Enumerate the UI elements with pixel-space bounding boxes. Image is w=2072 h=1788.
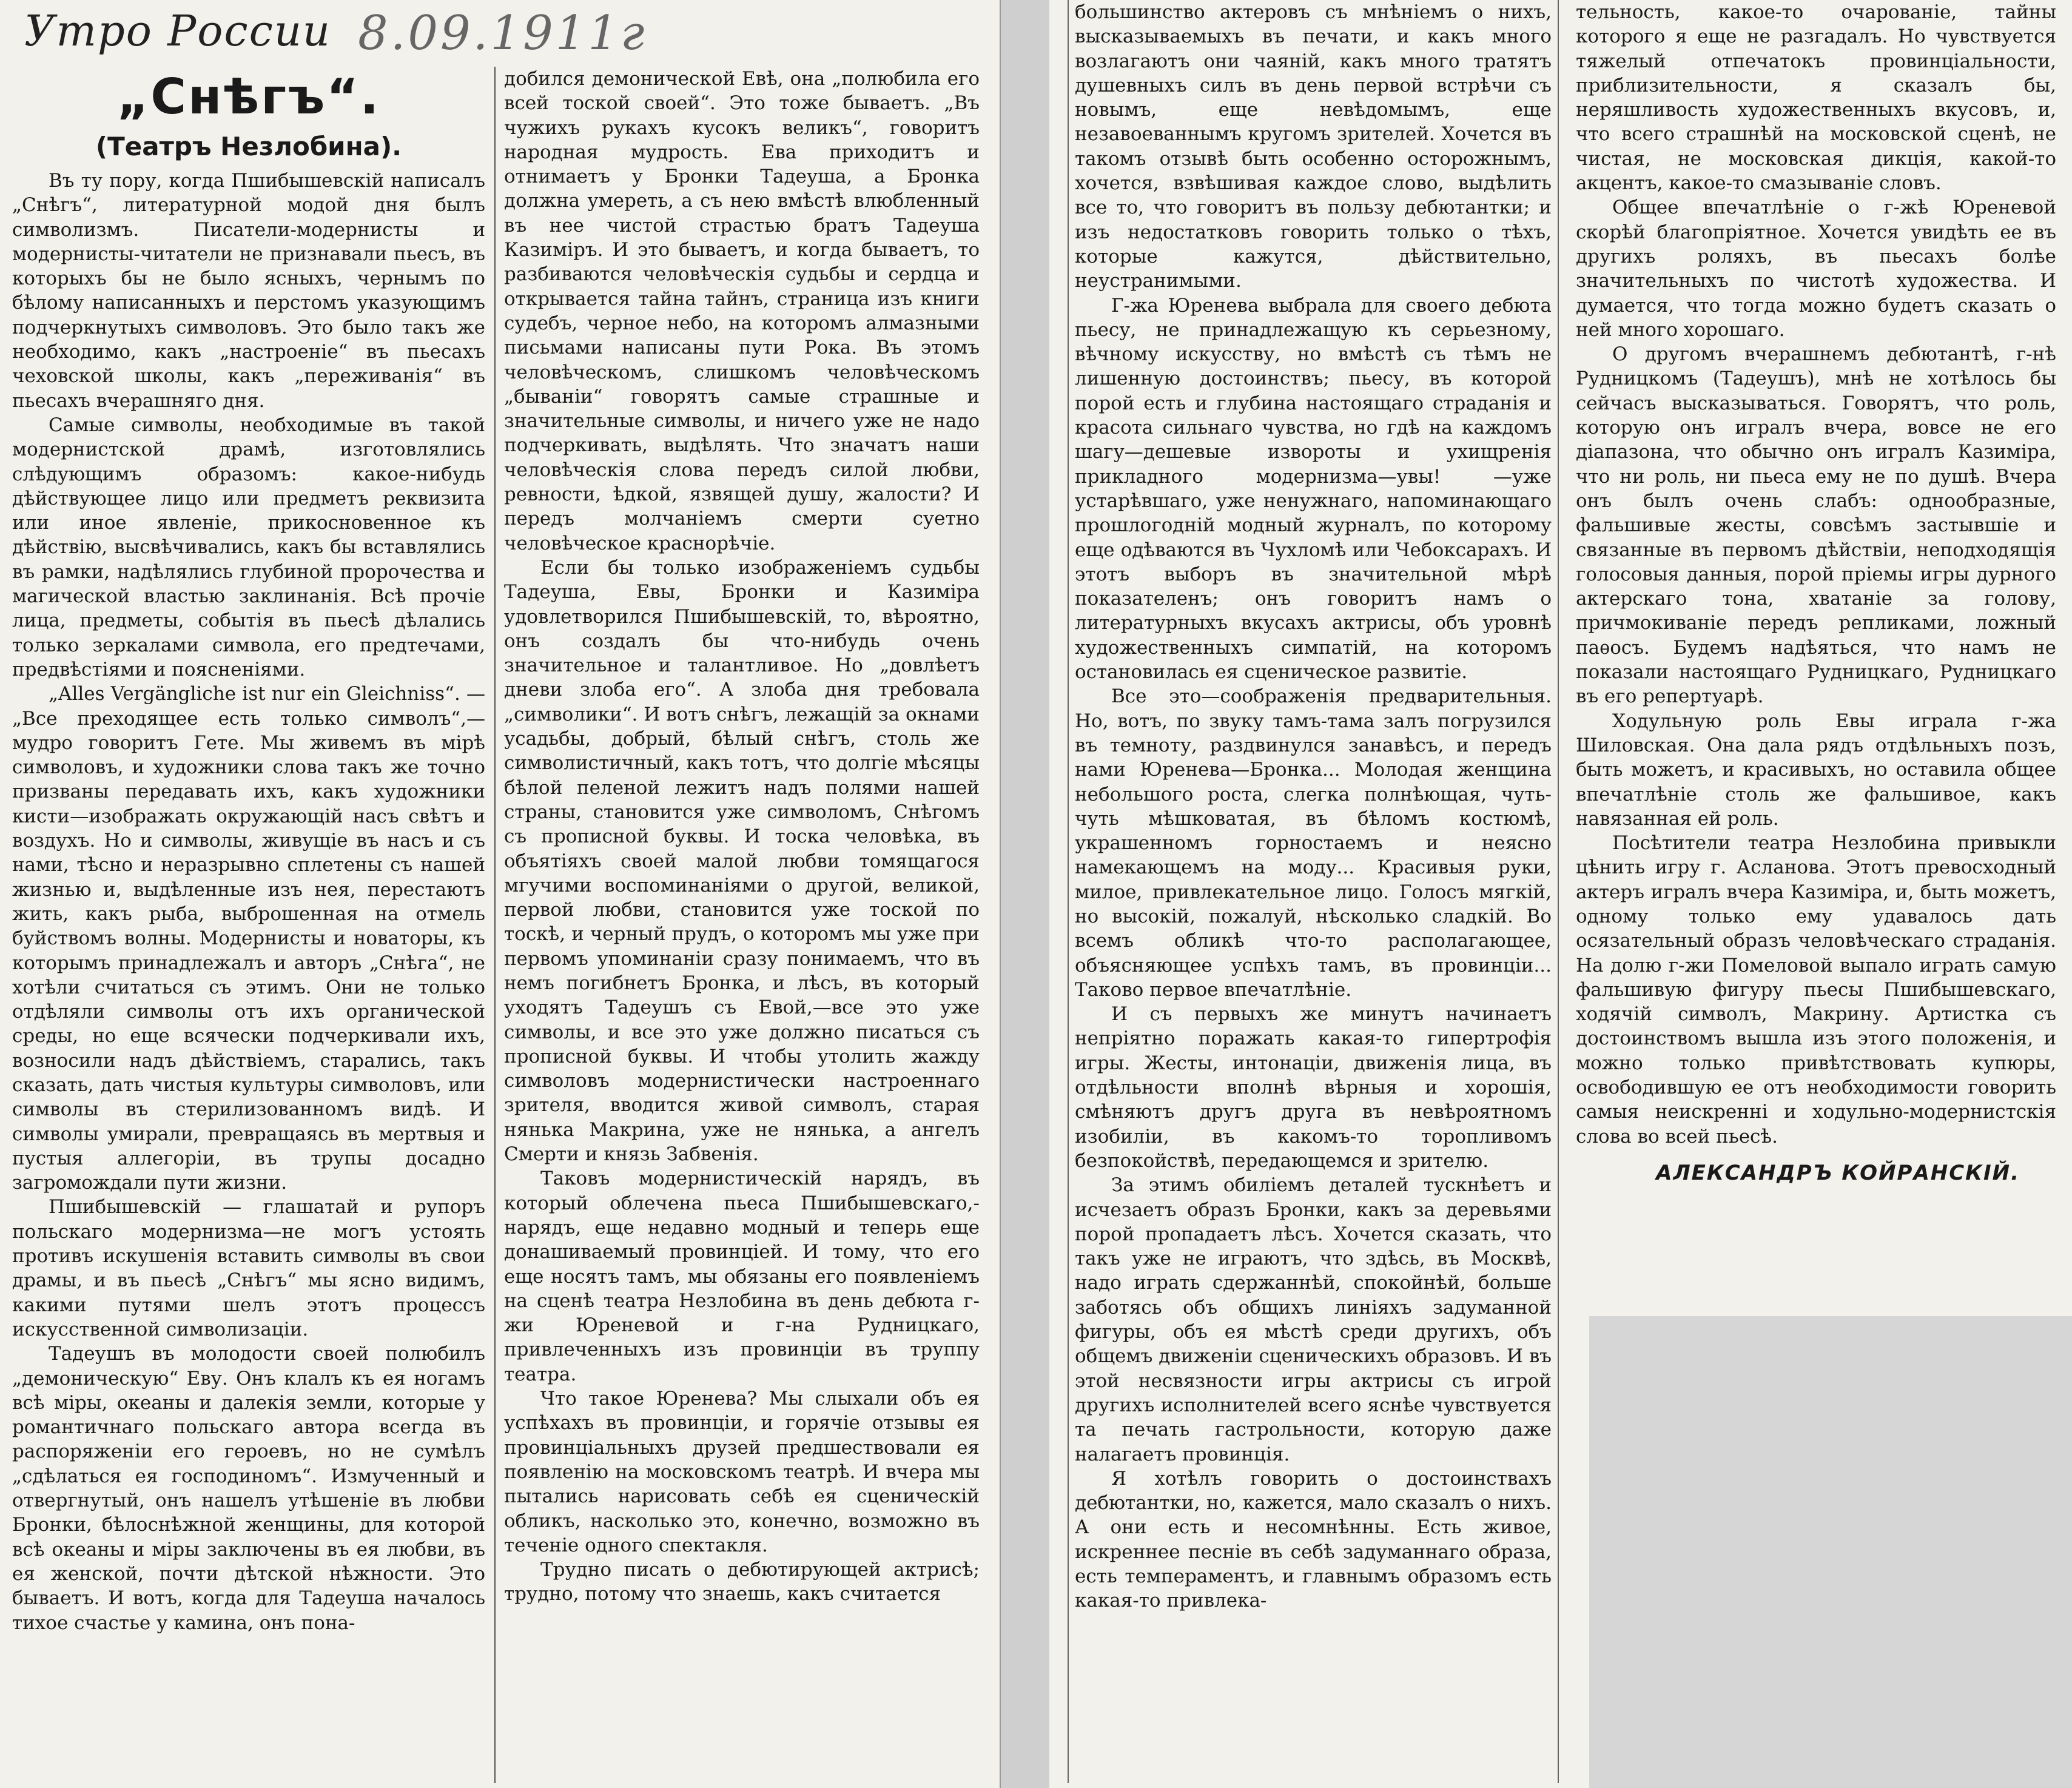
- paragraph: О другомъ вчерашнемъ дебютантѣ, г-нѣ Рудницкомъ (Тадеушъ), мнѣ не хотѣлось бы сейчасъ высказываться. Говорятъ, что роль, которую онъ игралъ вчера, вовсе не его діапазона, что обычно онъ игралъ Казиміра, что ни роль, ни пьеса ему не по душѣ. Вчера онъ былъ очень слабъ: однообразные, фальшивые жесты, совсѣмъ застывшіе и связанные въ первомъ дѣйствіи, неподходящія голосовыя данныя, порой пріемы игры дурного актерскаго тона, хватаніе за голову, причмокиваніе передъ репликами, ложный паѳосъ. Будемъ надѣяться, что намъ не показали настоящаго Рудницкаго, Рудницкаго въ его репертуарѣ.: [1576, 343, 2056, 708]
- paragraph: большинство актеровъ съ мнѣніемъ о нихъ, высказываемыхъ въ печати, и какъ много возлагаютъ они чаяній, какъ много тратятъ душевныхъ силъ въ день первой встрѣчи съ новымъ, еще невѣдомымъ, еще незавоеваннымъ кругомъ зрителей. Хочется въ такомъ отзывѣ быть особенно осторожнымъ, хочется, взвѣшивая каждое слово, выдѣлить все то, что говоритъ въ пользу дебютантки; и изъ недостатковъ говорить только о тѣхъ, которые кажутся, дѣйствительно, неустранимыми.: [1075, 1, 1552, 292]
- paragraph: Тадеушъ въ молодости своей полюбилъ „демоническую“ Еву. Онъ клалъ къ ея ногамъ всѣ міры, океаны и далекія земли, которые у романтичнаго польскаго автора всегда въ распоряженіи его героевъ, но не сумѣлъ „сдѣлаться ея господиномъ“. Измученный и отвергнутый, онъ нашелъ утѣшеніе въ любви Бронки, бѣлоснѣжной женщины, для которой всѣ океаны и міры заключены въ ея любви, въ ея женской, почти дѣтской нѣжности. Это бываетъ. И вотъ, когда для Тадеуша началось тихое счастье у камина, онъ пона-: [12, 1343, 485, 1634]
- handwritten-newspaper-name: Утро России: [24, 6, 331, 56]
- article-subtitle: (Театръ Незлобина).: [95, 132, 402, 161]
- paragraph: Что такое Юренева? Мы слыхали объ ея успѣхахъ въ провинціи, и горячіе отзывы ея провинціальныхъ друзей предшествовали ея появленію на московскомъ театрѣ. И вчера мы пытались нарисовать себѣ ея сценическій обликъ, насколько это, конечно, возможно въ теченіе одного спектакля.: [504, 1388, 980, 1556]
- paragraph: И съ первыхъ же минутъ начинаетъ непріятно поражать какая-то гипертрофія игры. Жесты, интонаціи, движенія лица, въ отдѣльности вполнѣ вѣрныя и хорошія, смѣняютъ другъ друга въ невѣроятномъ изобиліи, въ какомъ-то торопливомъ безпокойствѣ, передающемся и зрителю.: [1075, 1003, 1552, 1172]
- article-column-4: [1571, 0, 2056, 1310]
- paragraph: Самые символы, необходимые въ такой модернистской драмѣ, изготовлялись слѣдующимъ образомъ: какое-нибудь дѣйствующее лицо или предметъ реквизита или иное явленіе, прикосновенное къ дѣйствію, высвѣчивались, какъ бы вставлялись въ рамки, надѣлялись глубиной пророчества и магической властью заклинанія. Всѣ прочіе лица, предметы, событія въ пьесѣ дѣлались только зеркалами символа, его предтечами, предвѣстіями и поясненіями.: [12, 414, 485, 681]
- article-column-3: [1068, 0, 1559, 1783]
- paragraph: Общее впечатлѣніе о г-жѣ Юреневой скорѣй благопріятное. Хочется увидѣть ее въ другихъ роляхъ, въ пьесахъ болѣе значительныхъ по чистотѣ художества. И думается, что тогда можно будетъ сказать о ней много хорошаго.: [1576, 197, 2056, 341]
- column-1-body: [12, 169, 485, 1635]
- paragraph: „Alles Vergängliche ist nur ein Gleichniss“. — „Все преходящее есть только символъ“,—мудро говоритъ Гете. Мы живемъ въ мірѣ символовъ, и художники слова такъ же точно призваны передавать ихъ, какъ художники кисти—изображать окружающій насъ свѣтъ и воздухъ. Но и символы, живущіе въ насъ и съ нами, тѣсно и неразрывно сплетены съ нашей жизнью и, выдѣленные изъ нея, перестаютъ жить, какъ рыба, выброшенная на отмель буйствомъ волны. Модернисты и новаторы, къ которымъ принадлежалъ и авторъ „Снѣга“, не хотѣли считаться съ этимъ. Они не только отдѣляли символы отъ ихъ органической среды, но еще всячески подчеркивали ихъ, возносили надъ дѣйствіемъ, старались, такъ сказать, дать чистыя культуры символовъ, или символы въ стерилизованномъ видѣ. И символы умирали, превращаясь въ мертвыя и пустыя аллегоріи, въ трупы досадно загромождали пути жизни.: [12, 683, 485, 1194]
- paragraph: Трудно писать о дебютирующей актрисѣ; трудно, потому что знаешь, какъ считается: [504, 1559, 980, 1605]
- paragraph: тельность, какое-то очарованіе, тайны которого я еще не разгадалъ. Но чувствуется тяжелый отпечатокъ провинціальности, приблизительности, я сказалъ бы, неряшливость художественныхъ вкусовъ, и, что всего страшнѣй на московской сценѣ, не чистая, не московская дикція, какой-то акцентъ, какое-то смазываніе словъ.: [1576, 1, 2056, 195]
- paragraph: Все это—соображенія предварительныя. Но, вотъ, по звуку тамъ-тама залъ погрузился въ темноту, раздвинулся занавѣсъ, и передъ нами Юренева—Бронка... Молодая женщина небольшого роста, слегка полнѣющая, чуть-чуть мѣшковатая, въ бѣломъ костюмѣ, украшенномъ горностаемъ и неясно намекающемъ на моду... Красивыя руки, милое, привлекательное лицо. Голосъ мягкій, но высокій, пожалуй, нѣсколько сладкій. Во всемъ обликѣ что-то располагающее, объясняющее успѣхъ тамъ, въ провинціи... Таково первое впечатлѣніе.: [1075, 685, 1552, 1001]
- scan-gutter: [1001, 0, 1049, 1788]
- paragraph: Я хотѣлъ говорить о достоинствахъ дебютантки, но, кажется, мало сказалъ о нихъ. А они есть и несомнѣнны. Есть живое, искреннее песніе въ себѣ задуманнаго образа, есть темпераментъ, и главнымъ образомъ есть какая-то привлека-: [1075, 1467, 1552, 1612]
- empty-scan-area: [1589, 1316, 2072, 1788]
- article-column-1: [12, 67, 485, 1783]
- handwritten-date: 8.09.1911г: [358, 6, 647, 61]
- author-signature: АЛЕКСАНДРЪ КОЙРАНСКІЙ.: [1656, 1160, 2020, 1185]
- paragraph: добился демонической Евѣ, она „полюбила его всей тоской своей“. Это тоже бываетъ. „Въ чужихъ рукахъ кусокъ великъ“, говоритъ народная мудрость. Ева приходитъ и отнимаетъ у Бронки Тадеуша, а Бронка должна умереть, а съ нею вмѣстѣ влюбленный въ нее чистой страстью братъ Тадеуша Казиміръ. И это бываетъ, и когда бываетъ, то разбиваются человѣческія судьбы и сердца и открывается тайна тайнъ, страница изъ книги судебъ, черное небо, на которомъ алмазными письмами написаны пути Рока. Въ этомъ человѣческомъ, слишкомъ человѣческомъ „бываніи“ говорятъ самые страшные и значительные символы, и ничего уже не надо подчеркивать, выдѣлять. Что значатъ наши человѣческія слова передъ силой любви, ревности, ѣдкой, язвящей душу, жалости? И передъ молчаніемъ смерти суетно человѣческое краснорѣчіе.: [504, 68, 980, 554]
- paragraph: За этимъ обиліемъ деталей тускнѣетъ и исчезаетъ образъ Бронки, какъ за деревьями порой пропадаетъ лѣсъ. Хочется сказать, что такъ уже не играютъ, что здѣсь, въ Москвѣ, надо играть сдержаннѣй, спокойнѣй, больше заботясь объ общихъ линіяхъ задуманной фигуры, объ ея мѣстѣ среди другихъ, объ общемъ движеніи сценическихъ образовъ. И въ этой несвязности игры актрисы съ игрой другихъ исполнителей всего яснѣе чувствуется та печать гастрольности, которую даже налагаетъ провинція.: [1075, 1174, 1552, 1465]
- paragraph: Посѣтители театра Незлобина привыкли цѣнить игру г. Асланова. Этотъ превосходный актеръ игралъ вчера Казиміра, и, быть можетъ, одному только ему удавалось дать осязательный образъ человѣческаго страданія. На долю г-жи Помеловой выпало играть самую фальшивую фигуру пьесы Пшибышевскаго, ходячій символъ, Макрину. Артистка съ достоинствомъ вышла изъ этого положенія, и можно только привѣтствовать купюры, освободившую ее отъ необходимости говорить самыя неискренні и ходульно-модернистскія слова во всей пьесѣ.: [1576, 832, 2056, 1148]
- article-column-2: [494, 67, 980, 1783]
- paragraph: Если бы только изображеніемъ судьбы Тадеуша, Евы, Бронки и Казиміра удовлетворился Пшибышевскій, то, вѣроятно, онъ создалъ бы что-нибудь очень значительное и талантливое. Но „довлѣетъ дневи злоба его“. А злоба дня требовала „символики“. И вотъ снѣгъ, лежащій за окнами усадьбы, добрый, бѣлый снѣгъ, столь же символистичный, какъ тотъ, что долгіе мѣсяцы бѣлой пеленой лежитъ надъ полями нашей страны, становится уже символомъ, Снѣгомъ съ прописной буквы. И тоска человѣка, въ объятіяхъ своей малой любви томящагося мгучими воспоминаніями о другой, великой, первой любви, становится уже тоской по тоскѣ, и черный прудъ, о которомъ мы уже при первомъ упоминаніи сразу понимаемъ, что въ немъ погибнетъ Бронка, и лѣсъ, въ который уходятъ Тадеушъ съ Евой,—все это уже символы, и все это уже должно писаться съ прописной буквы. И чтобы утолить жажду символовъ модернистически настроеннаго зрителя, вводится живой символъ, старая нянька Макрина, уже не нянька, а ангелъ Смерти и князь Забвенія.: [504, 556, 980, 1166]
- paragraph: Пшибышевскій — глашатай и рупоръ польскаго модернизма—не могъ устоять противъ искушенія вставить символы въ свои драмы, и въ пьесѣ „Снѣгъ“ мы ясно видимъ, какими путями шелъ этотъ процессъ искусственной символизаціи.: [12, 1196, 485, 1340]
- article-title: „Снѣгъ“.: [116, 69, 381, 125]
- paragraph: Въ ту пору, когда Пшибышевскій написалъ „Снѣгъ“, литературной модой дня былъ символизмъ. Писатели-модернисты и модернисты-читатели не признавали пьесъ, въ которыхъ бы не было ясныхъ, чернымъ по бѣлому написанныхъ и перстомъ указующимъ подчеркнутыхъ символовъ. Это было такъ же необходимо, какъ „настроеніе“ въ пьесахъ чеховской школы, какъ „переживанія“ въ пьесахъ вчерашняго дня.: [12, 170, 485, 412]
- paragraph: Г-жа Юренева выбрала для своего дебюта пьесу, не принадлежащую къ серьезному, вѣчному искусству, но вмѣстѣ съ тѣмъ не лишенную достоинствъ; пьесу, въ которой порой есть и глубина настоящаго страданія и красота сильнаго чувства, но гдѣ на каждомъ шагу—дешевые извороты и ухищренія прикладного модернизма—увы! —уже устарѣвшаго, уже ненужнаго, напоминающаго прошлогодній модный журналъ, по которому еще одѣваются въ Чухломѣ или Чебоксарахъ. И этотъ выборъ въ значительной мѣрѣ показателенъ; онъ говоритъ намъ о литературныхъ вкусахъ актрисы, объ уровнѣ художественныхъ симпатій, на которомъ остановилась ея сценическое развитіе.: [1075, 294, 1552, 684]
- paragraph: Ходульную роль Евы играла г-жа Шиловская. Она дала рядъ отдѣльныхъ позъ, быть можетъ, и красивыхъ, но оставила общее впечатлѣніе столь же фальшивое, какъ навязанная ей роль.: [1576, 710, 2056, 830]
- paragraph: Таковъ модернистическій нарядъ, въ который облечена пьеса Пшибышевскаго,-нарядъ, еще недавно модный и теперь еще донашиваемый провинціей. И тому, что его еще носятъ тамъ, мы обязаны его появленіемъ на сценѣ театра Незлобина въ день дебюта г-жи Юреневой и г-на Рудницкаго, привлеченныхъ изъ провинціи въ труппу театра.: [504, 1168, 980, 1385]
